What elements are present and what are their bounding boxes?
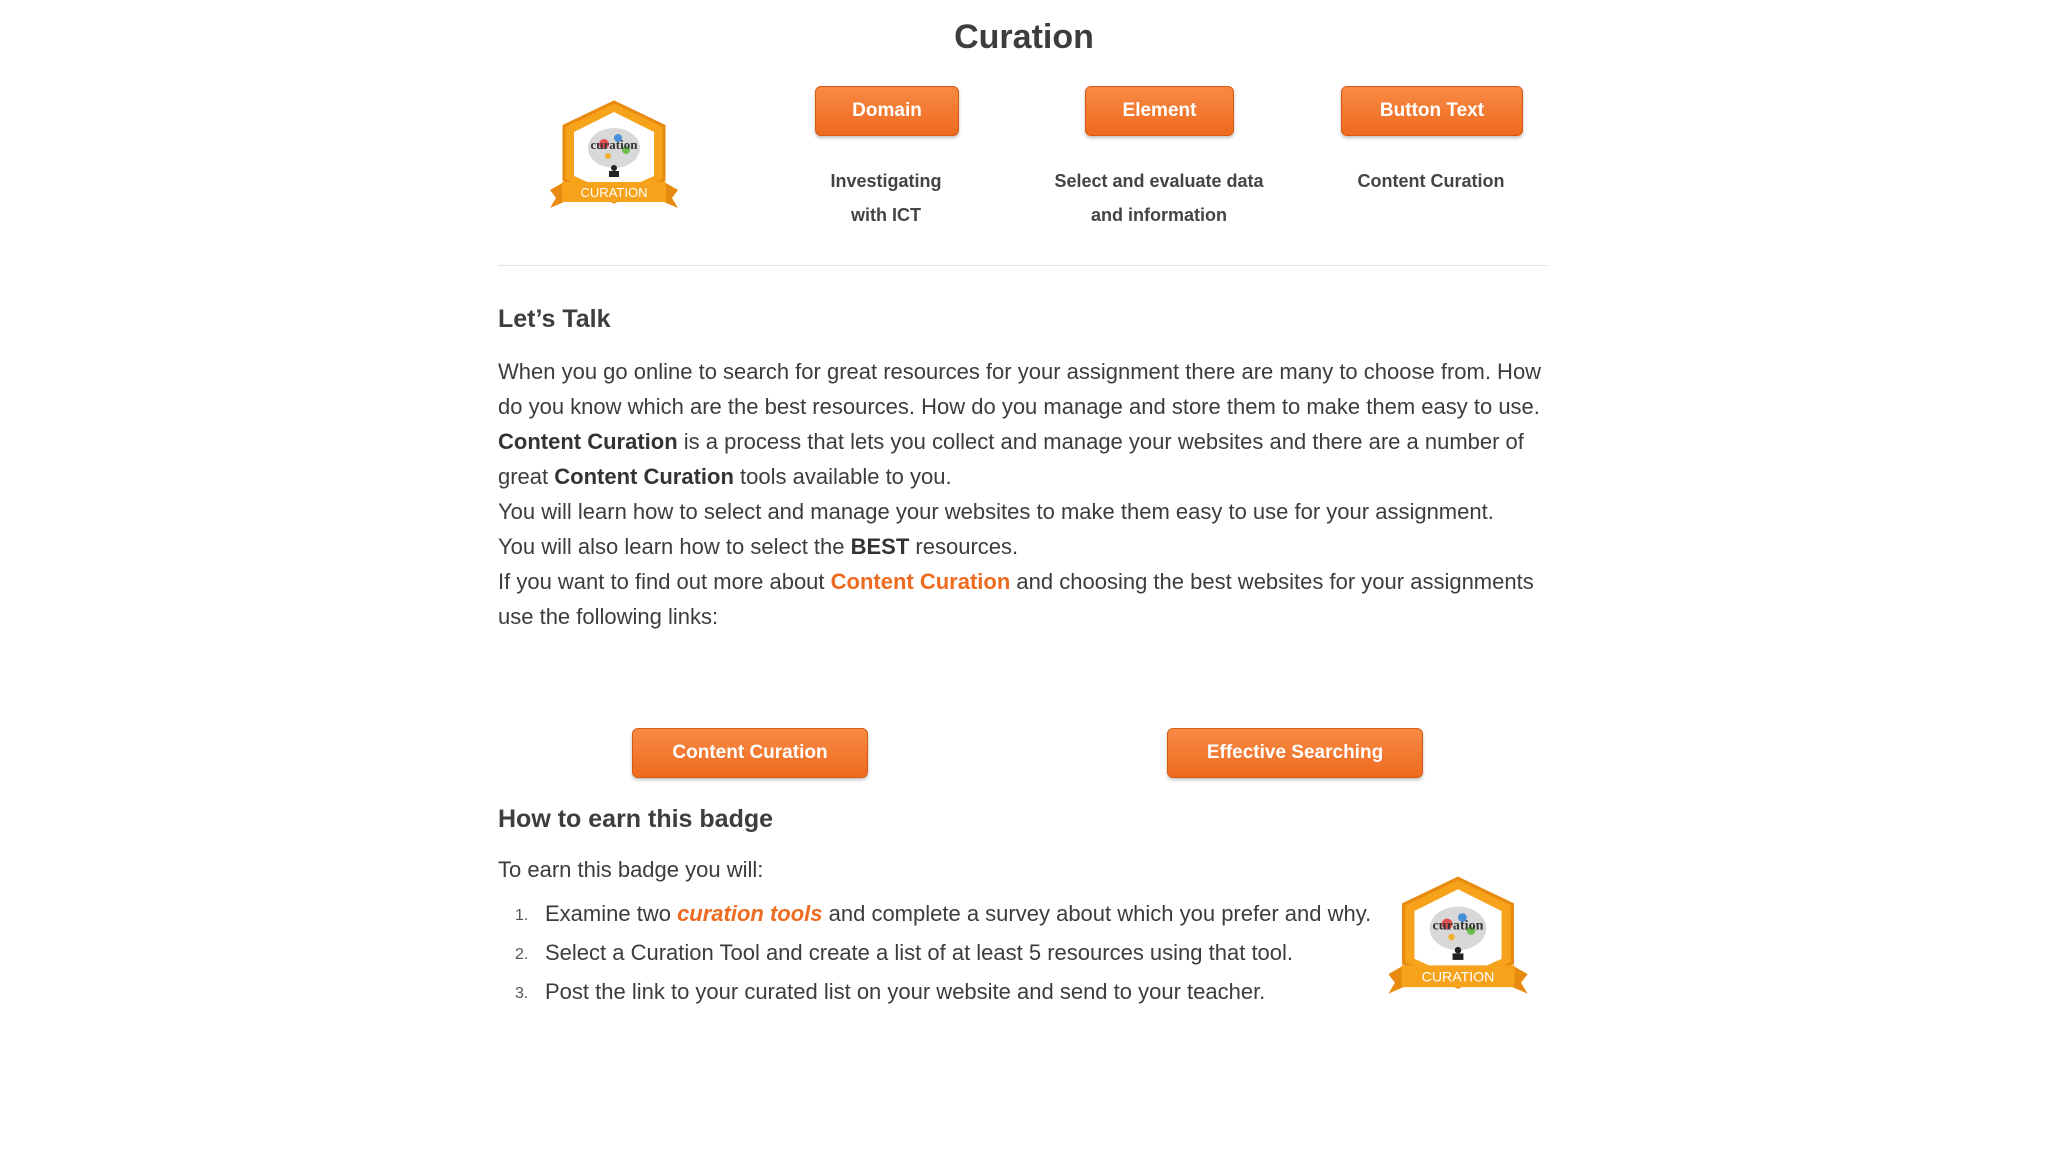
lets-talk-heading: Let’s Talk	[498, 305, 611, 333]
curation-badge-icon-bottom	[1384, 874, 1532, 998]
earn-step	[498, 896, 1378, 931]
step-1-end: and complete a survey about which you prefer and why.	[822, 901, 1372, 926]
step-2-text: Select a Curation Tool and create a list of at least 5 resources using that tool.	[545, 940, 1294, 965]
p5-end: and choosing the best websites for your assignments use the following links:	[498, 569, 1534, 629]
best-bold: BEST	[850, 534, 910, 559]
p4-end: resources.	[909, 534, 1019, 559]
element-value	[1018, 164, 1300, 232]
svg-text:curation: curation	[590, 137, 638, 152]
lets-talk-paragraph-4	[498, 529, 1550, 564]
content-curation-button[interactable]: Content Curation	[632, 728, 868, 778]
lets-talk-paragraph-5	[498, 564, 1550, 634]
page-title: Curation	[954, 18, 1094, 56]
element-button[interactable]: Element	[1085, 86, 1234, 136]
p5-start: If you want to find out more about	[498, 569, 831, 594]
button-text-value	[1321, 164, 1541, 198]
domain-value-line1: Investigating	[830, 171, 942, 191]
lets-talk-paragraph-1: When you go online to search for great resources for your assignment there are many to choose from. How do you know which are the best resources. How do you manage and store them to make them easy to use.	[498, 359, 1542, 419]
content-curation-link[interactable]: Content Curation	[830, 569, 1011, 594]
element-value-line2: and information	[1091, 205, 1227, 225]
step-1-start: Examine two	[545, 901, 678, 926]
earn-step	[498, 935, 1378, 970]
lets-talk-paragraph-2	[498, 424, 1550, 494]
domain-value-line2: with ICT	[851, 205, 921, 225]
svg-text:curation: curation	[1432, 917, 1484, 934]
effective-searching-button[interactable]: Effective Searching	[1167, 728, 1423, 778]
button-text-button[interactable]: Button Text	[1341, 86, 1523, 136]
earn-intro: To earn this badge you will:	[498, 857, 764, 882]
step-number: 1.	[515, 907, 529, 924]
content-curation-bold-2: Content Curation	[554, 464, 734, 489]
curation-tools-link[interactable]: curation tools	[677, 901, 823, 926]
content-curation-bold: Content Curation	[498, 429, 678, 454]
domain-button[interactable]: Domain	[815, 86, 959, 136]
svg-text:CURATION: CURATION	[1421, 968, 1495, 985]
step-number: 3.	[515, 985, 529, 1002]
earn-steps-list	[498, 896, 1378, 1013]
step-3-text: Post the link to your curated list on your website and send to your teacher.	[545, 979, 1266, 1004]
earn-badge-heading: How to earn this badge	[498, 805, 774, 833]
step-number: 2.	[515, 946, 529, 963]
domain-value	[786, 164, 986, 232]
lets-talk-body	[498, 354, 1550, 634]
earn-step	[498, 974, 1378, 1009]
button-text-value-line1: Content Curation	[1357, 171, 1505, 191]
p2-end: tools available to you.	[733, 464, 952, 489]
p2-mid: is a process that lets you collect and manage your websites and there are a number of great	[498, 429, 1524, 489]
element-value-line1: Select and evaluate data	[1054, 171, 1264, 191]
header-divider	[498, 265, 1548, 266]
svg-text:CURATION: CURATION	[580, 185, 648, 200]
curation-badge-icon	[546, 98, 682, 212]
p4-start: You will also learn how to select the	[498, 534, 851, 559]
lets-talk-paragraph-3: You will learn how to select and manage your websites to make them easy to use for your assignment.	[498, 499, 1494, 524]
